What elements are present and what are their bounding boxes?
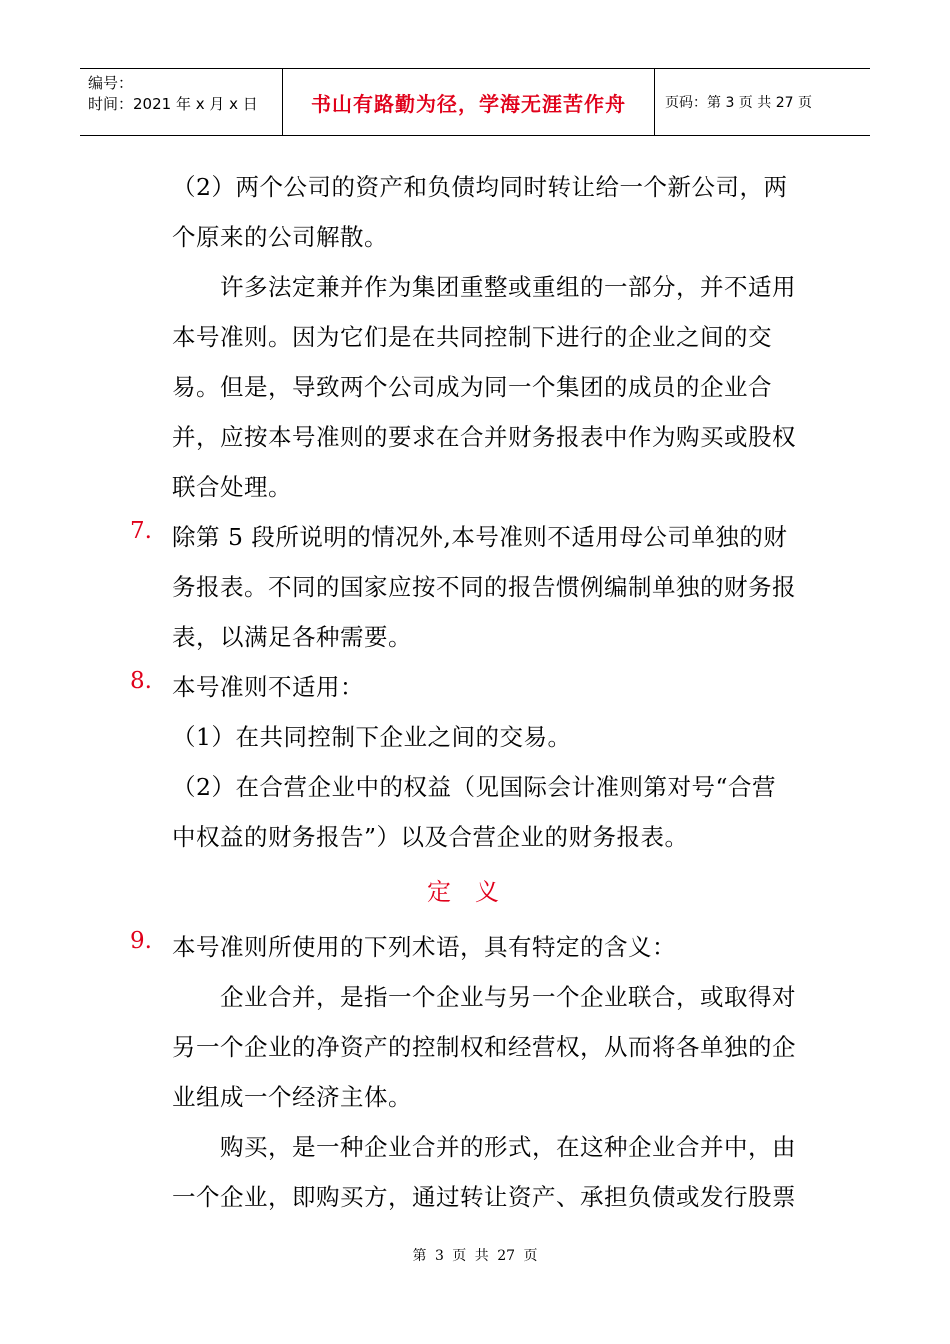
paragraph-line: （1）在共同控制下企业之间的交易。	[172, 723, 572, 751]
paragraph-line: 表，以满足各种需要。	[172, 623, 412, 651]
paragraph-line: 个原来的公司解散。	[172, 223, 388, 251]
section-heading: 定义	[427, 878, 523, 906]
paragraph-line: （2）两个公司的资产和负债均同时转让给一个新公司，两	[172, 173, 788, 201]
paragraph-line: 本号准则所使用的下列术语，具有特定的含义：	[172, 933, 676, 961]
paragraph-line: 本号准则不适用：	[172, 673, 364, 701]
paragraph-line: 许多法定兼并作为集团重整或重组的一部分，并不适用	[220, 273, 796, 301]
paragraph-line: 另一个企业的净资产的控制权和经营权，从而将各单独的企	[172, 1033, 796, 1061]
paragraph-line: （2）在合营企业中的权益（见国际会计准则第对号“合营	[172, 773, 776, 801]
time-label: 时间：2021 年 x 月 x 日	[88, 95, 258, 113]
paragraph-line: 本号准则。因为它们是在共同控制下进行的企业之间的交	[172, 323, 772, 351]
paragraph-line: 并，应按本号准则的要求在合并财务报表中作为购买或股权	[172, 423, 796, 451]
number-label: 编号：	[88, 74, 134, 92]
header-page-code: 页码：第 3 页 共 27 页	[665, 95, 812, 111]
paragraph-line: 一个企业，即购买方，通过转让资产、承担负债或发行股票	[172, 1183, 796, 1211]
paragraph-line: 中权益的财务报告”）以及合营企业的财务报表。	[172, 823, 689, 851]
paragraph-line: 除第 5 段所说明的情况外,本号准则不适用母公司单独的财	[172, 523, 788, 551]
paragraph-line: 购买，是一种企业合并的形式，在这种企业合并中，由	[220, 1133, 796, 1161]
item-number: 8.	[130, 668, 152, 694]
paragraph-line: 联合处理。	[172, 473, 292, 501]
paragraph-line: 务报表。不同的国家应按不同的报告惯例编制单独的财务报	[172, 573, 796, 601]
page-header	[80, 68, 870, 136]
paragraph-line: 业组成一个经济主体。	[172, 1083, 412, 1111]
page-footer: 第 3 页 共 27 页	[412, 1248, 538, 1264]
paragraph-line: 企业合并，是指一个企业与另一个企业联合，或取得对	[220, 983, 796, 1011]
header-motto: 书山有路勤为径，学海无涯苦作舟	[283, 69, 655, 135]
header-meta	[80, 69, 283, 135]
item-number: 7.	[130, 518, 152, 544]
paragraph-line: 易。但是，导致两个公司成为同一个集团的成员的企业合	[172, 373, 772, 401]
item-number: 9.	[130, 928, 152, 954]
